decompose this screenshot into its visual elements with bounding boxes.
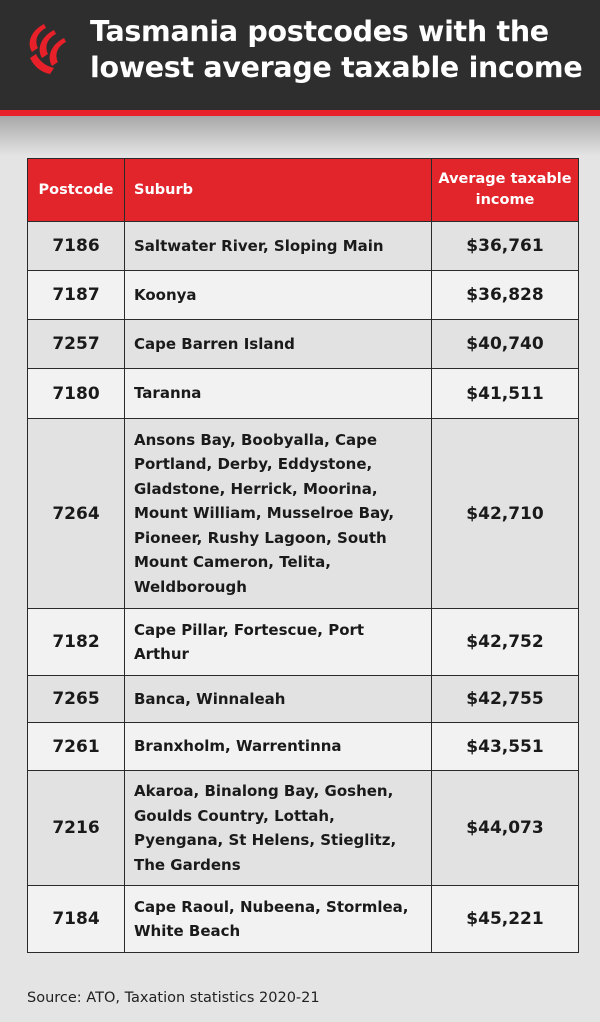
postcode-cell: 7186 [28,222,125,271]
sbs-logo-icon [24,22,72,76]
title-line-2: lowest average taxable income [90,51,583,84]
income-cell: $45,221 [432,886,579,953]
suburb-cell: Cape Raoul, Nubeena, Stormlea, White Beach [125,886,432,953]
column-header-postcode: Postcode [28,159,125,222]
postcode-cell: 7182 [28,609,125,676]
income-table [27,158,579,953]
column-header-suburb: Suburb [125,159,432,222]
suburb-cell: Branxholm, Warrentinna [125,723,432,771]
income-cell: $42,752 [432,609,579,676]
postcode-cell: 7264 [28,419,125,609]
suburb-cell: Ansons Bay, Boobyalla, Cape Portland, Derby, Eddystone, Gladstone, Herrick, Moorina, Mount William, Musselroe Bay, Pioneer, Rushy Lagoon, South Mount Cameron, Telita, Weldborough [125,419,432,609]
page-title [90,14,590,86]
postcode-cell: 7187 [28,271,125,320]
table-row [28,369,579,419]
postcode-cell: 7180 [28,369,125,419]
suburb-cell: Taranna [125,369,432,419]
source-note: Source: ATO, Taxation statistics 2020-21 [27,990,320,1006]
table-row [28,676,579,723]
postcode-cell: 7261 [28,723,125,771]
table-row [28,723,579,771]
table-row [28,320,579,369]
income-cell: $44,073 [432,771,579,886]
table-row [28,771,579,886]
title-line-1: Tasmania postcodes with the [90,15,549,48]
income-cell: $36,761 [432,222,579,271]
postcode-cell: 7265 [28,676,125,723]
table-row [28,222,579,271]
suburb-cell: Saltwater River, Sloping Main [125,222,432,271]
income-cell: $42,710 [432,419,579,609]
suburb-cell: Banca, Winnaleah [125,676,432,723]
income-cell: $42,755 [432,676,579,723]
suburb-cell: Cape Barren Island [125,320,432,369]
income-cell: $40,740 [432,320,579,369]
income-cell: $41,511 [432,369,579,419]
postcode-cell: 7184 [28,886,125,953]
postcode-cell: 7257 [28,320,125,369]
table-row [28,609,579,676]
suburb-cell: Cape Pillar, Fortescue, Port Arthur [125,609,432,676]
suburb-cell: Akaroa, Binalong Bay, Goshen, Goulds Country, Lottah, Pyengana, St Helens, Stieglitz, The Gardens [125,771,432,886]
header-shadow [0,116,600,156]
table-row [28,271,579,320]
income-cell: $36,828 [432,271,579,320]
table-row [28,419,579,609]
postcode-cell: 7216 [28,771,125,886]
header-bar [0,0,600,110]
suburb-cell: Koonya [125,271,432,320]
table-header-row [28,159,579,222]
table-row [28,886,579,953]
income-cell: $43,551 [432,723,579,771]
column-header-income: Average taxable income [432,159,579,222]
